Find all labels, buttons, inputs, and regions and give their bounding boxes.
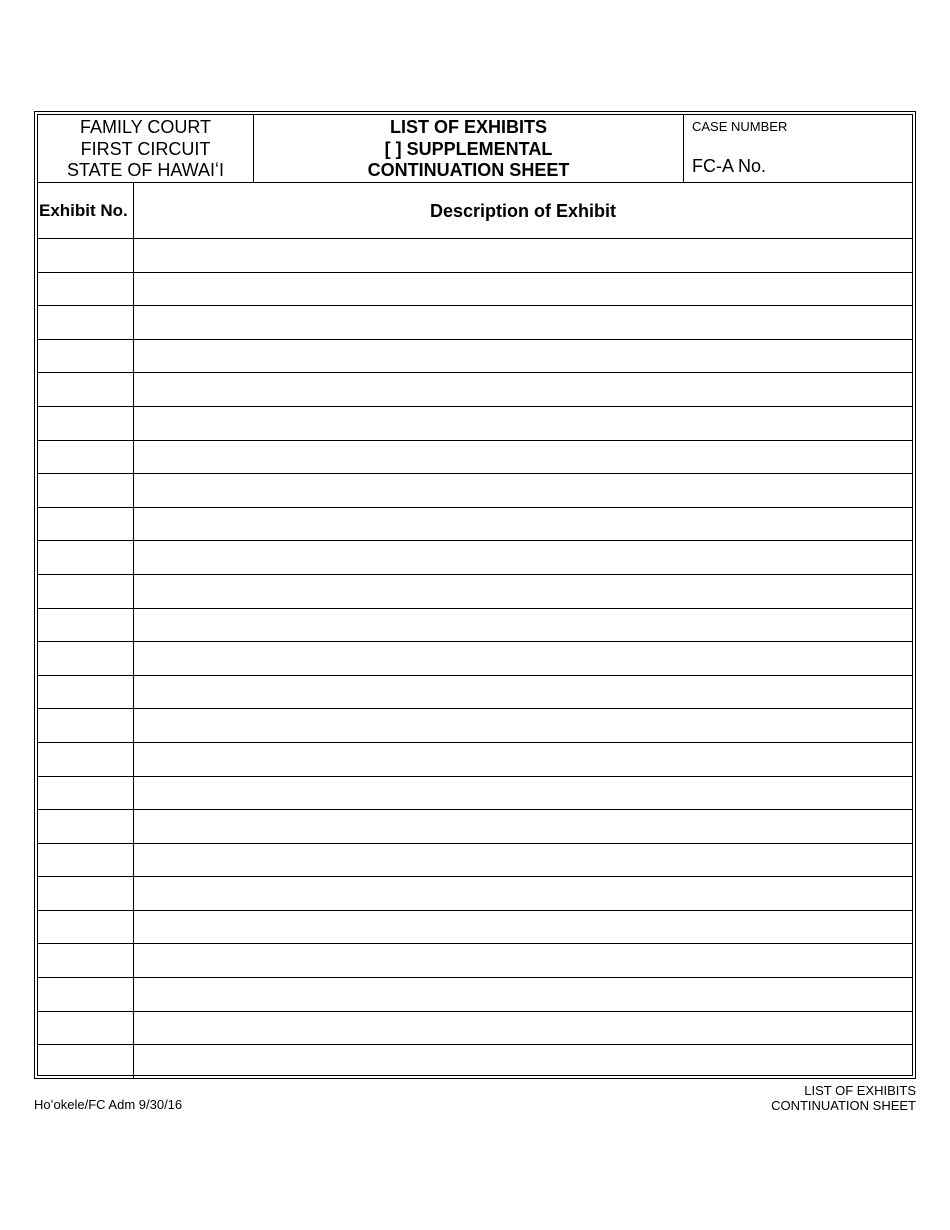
exhibit-description-cell[interactable] <box>134 911 912 944</box>
exhibit-no-cell[interactable] <box>38 877 134 910</box>
form-id: Hoʻokele/FC Adm 9/30/16 <box>34 1097 183 1112</box>
exhibit-description-cell[interactable] <box>134 239 912 272</box>
exhibit-no-cell[interactable] <box>38 944 134 977</box>
exhibit-no-cell[interactable] <box>38 508 134 541</box>
exhibit-no-cell[interactable] <box>38 911 134 944</box>
exhibit-no-cell[interactable] <box>38 239 134 272</box>
exhibit-description-cell[interactable] <box>134 609 912 642</box>
court-name: FAMILY COURT <box>79 117 212 137</box>
table-row <box>38 944 912 978</box>
exhibit-no-cell[interactable] <box>38 978 134 1011</box>
form-title <box>254 115 684 182</box>
court-info <box>38 115 254 182</box>
table-row <box>38 1012 912 1046</box>
exhibit-description-cell[interactable] <box>134 273 912 306</box>
table-row <box>38 810 912 844</box>
table-row <box>38 441 912 475</box>
exhibit-description-cell[interactable] <box>134 508 912 541</box>
exhibit-no-cell[interactable] <box>38 273 134 306</box>
exhibit-description-cell[interactable] <box>134 1012 912 1045</box>
exhibit-no-cell[interactable] <box>38 844 134 877</box>
exhibit-description-cell[interactable] <box>134 877 912 910</box>
table-row <box>38 340 912 374</box>
exhibit-description-cell[interactable] <box>134 1045 912 1079</box>
exhibit-no-cell[interactable] <box>38 407 134 440</box>
table-row <box>38 676 912 710</box>
exhibit-no-cell[interactable] <box>38 676 134 709</box>
exhibit-description-cell[interactable] <box>134 575 912 608</box>
table-row <box>38 1045 912 1079</box>
table-header <box>38 183 912 239</box>
exhibit-no-cell[interactable] <box>38 1012 134 1045</box>
exhibit-form <box>34 111 916 1079</box>
court-circuit: FIRST CIRCUIT <box>80 138 211 159</box>
exhibit-no-cell[interactable] <box>38 340 134 373</box>
supplemental-checkbox-line[interactable]: [ ] SUPPLEMENTAL <box>384 138 553 159</box>
table-row <box>38 508 912 542</box>
exhibit-no-cell[interactable] <box>38 474 134 507</box>
table-row <box>38 844 912 878</box>
exhibit-no-cell[interactable] <box>38 441 134 474</box>
exhibit-description-cell[interactable] <box>134 373 912 406</box>
exhibit-description-cell[interactable] <box>134 844 912 877</box>
table-row <box>38 777 912 811</box>
footer-title <box>771 1083 916 1113</box>
court-state: STATE OF HAWAIʻI <box>67 160 224 180</box>
exhibit-description-cell[interactable] <box>134 743 912 776</box>
exhibit-description-cell[interactable] <box>134 709 912 742</box>
exhibit-no-cell[interactable] <box>38 609 134 642</box>
exhibit-description-cell[interactable] <box>134 676 912 709</box>
exhibit-description-cell[interactable] <box>134 777 912 810</box>
exhibit-description-cell[interactable] <box>134 441 912 474</box>
table-row <box>38 911 912 945</box>
table-row <box>38 273 912 307</box>
title-line-1: LIST OF EXHIBITS <box>389 117 547 137</box>
exhibit-description-cell[interactable] <box>134 944 912 977</box>
exhibit-description-cell[interactable] <box>134 407 912 440</box>
exhibit-no-cell[interactable] <box>38 642 134 675</box>
table-row <box>38 978 912 1012</box>
table-row <box>38 541 912 575</box>
table-row <box>38 609 912 643</box>
table-row <box>38 373 912 407</box>
exhibit-description-cell[interactable] <box>134 978 912 1011</box>
exhibit-no-cell[interactable] <box>38 810 134 843</box>
title-line-3: CONTINUATION SHEET <box>367 160 570 180</box>
exhibit-no-cell[interactable] <box>38 709 134 742</box>
exhibit-no-cell[interactable] <box>38 306 134 339</box>
exhibit-description-cell[interactable] <box>134 340 912 373</box>
exhibit-description-cell[interactable] <box>134 474 912 507</box>
exhibit-no-cell[interactable] <box>38 1045 134 1079</box>
exhibit-no-cell[interactable] <box>38 541 134 574</box>
table-row <box>38 575 912 609</box>
table-row <box>38 239 912 273</box>
exhibit-description-cell[interactable] <box>134 306 912 339</box>
footer-title-line-1: LIST OF EXHIBITS <box>804 1083 916 1098</box>
exhibit-description-cell[interactable] <box>134 541 912 574</box>
case-number-field[interactable]: FC-A No. <box>692 156 767 176</box>
column-header-exhibit-no: Exhibit No. <box>38 183 134 238</box>
case-number-label: CASE NUMBER <box>692 119 788 134</box>
footer-title-line-2: CONTINUATION SHEET <box>771 1098 916 1113</box>
exhibit-description-cell[interactable] <box>134 642 912 675</box>
column-header-description: Description of Exhibit <box>429 201 616 221</box>
form-header <box>38 115 912 183</box>
table-row <box>38 642 912 676</box>
table-row <box>38 877 912 911</box>
exhibit-no-cell[interactable] <box>38 575 134 608</box>
table-row <box>38 306 912 340</box>
table-row <box>38 407 912 441</box>
exhibit-rows <box>38 239 912 1075</box>
exhibit-no-cell[interactable] <box>38 743 134 776</box>
table-row <box>38 709 912 743</box>
table-row <box>38 743 912 777</box>
table-row <box>38 474 912 508</box>
form-inner-border <box>37 114 913 1076</box>
exhibit-no-cell[interactable] <box>38 777 134 810</box>
exhibit-description-cell[interactable] <box>134 810 912 843</box>
case-number-cell[interactable] <box>684 115 912 182</box>
exhibit-no-cell[interactable] <box>38 373 134 406</box>
